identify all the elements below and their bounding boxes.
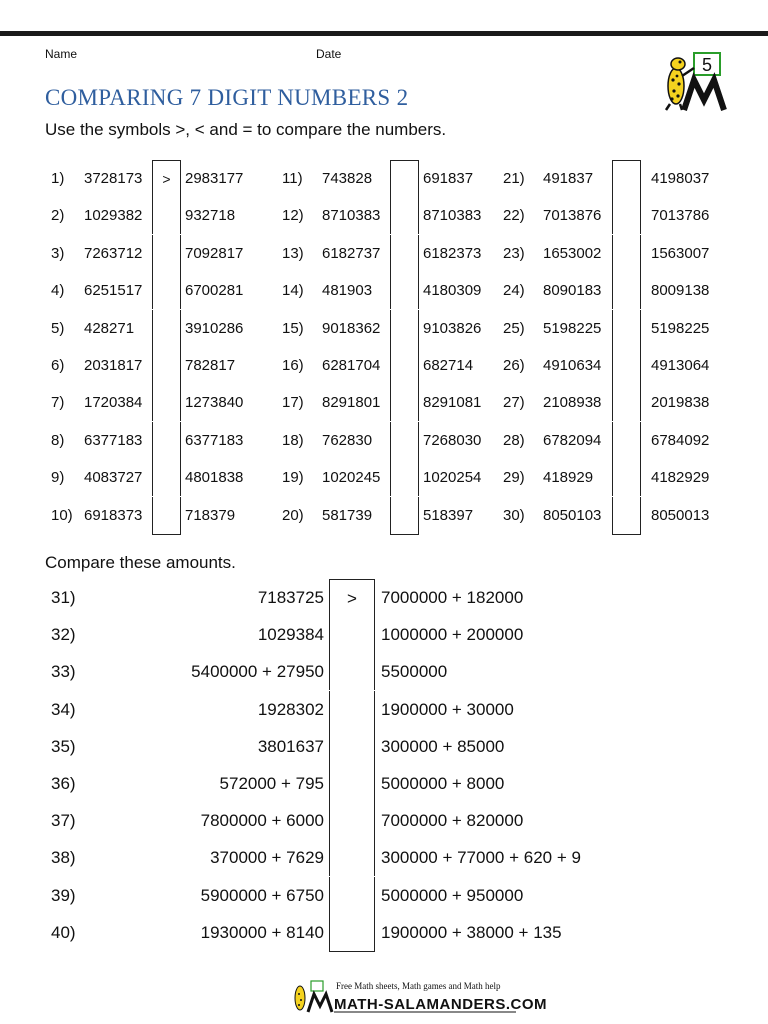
answer-box[interactable]: [329, 765, 375, 802]
comparison-row: [0, 310, 768, 347]
question-number: 7): [51, 394, 65, 412]
left-number: 743828: [322, 170, 373, 187]
salamander-logo: [660, 50, 736, 117]
question-number: 4): [51, 282, 65, 300]
left-number: 581739: [322, 506, 373, 524]
left-amount: 1029384: [257, 625, 324, 645]
left-number: 8050103: [543, 506, 602, 524]
right-amount: 1900000 + 30000: [381, 699, 514, 719]
amount-row: [0, 765, 768, 802]
right-number: 718379: [185, 506, 236, 524]
right-number: 6700281: [185, 282, 244, 300]
right-number: 782817: [185, 357, 236, 374]
left-number: 7013876: [543, 207, 602, 225]
right-number: 3910286: [185, 319, 244, 337]
left-amount: 3801637: [257, 736, 324, 756]
left-number: 4083727: [84, 469, 143, 487]
comparison-grid: [0, 160, 768, 540]
left-number: 6918373: [84, 506, 143, 524]
right-number: 518397: [423, 506, 474, 524]
question-number: 29): [503, 469, 525, 487]
right-amount: 1000000 + 200000: [381, 625, 524, 645]
question-number: 33): [51, 662, 76, 682]
left-amount: 7183725: [257, 588, 324, 607]
question-number: 6): [51, 357, 65, 374]
right-number: 8050013: [651, 506, 710, 524]
right-number: 2019838: [651, 394, 710, 412]
question-number: 31): [51, 588, 76, 607]
footer-logo: [290, 978, 548, 1019]
answer-box[interactable]: >: [329, 579, 375, 617]
amount-row: [0, 579, 768, 616]
comparison-row: [0, 497, 768, 534]
left-number: 428271: [84, 319, 135, 337]
question-number: 25): [503, 319, 525, 337]
question-number: 23): [503, 244, 525, 262]
question-number: 27): [503, 394, 525, 412]
left-number: 1720384: [84, 394, 143, 412]
question-number: 17): [282, 394, 304, 412]
question-number: 9): [51, 469, 65, 487]
answer-box[interactable]: [612, 347, 641, 384]
right-amount: 5000000 + 8000: [381, 774, 505, 793]
answer-box[interactable]: [612, 310, 641, 347]
date-label: Date: [316, 47, 342, 61]
top-rule: [0, 31, 768, 36]
right-amount: 5000000 + 950000: [381, 885, 524, 905]
instructions: Use the symbols >, < and = to compare the numbers.: [45, 120, 447, 139]
question-number: 1): [51, 170, 65, 187]
question-number: 34): [51, 699, 76, 719]
question-number: 3): [51, 244, 65, 262]
right-number: 7268030: [423, 431, 482, 449]
answer-box[interactable]: [612, 497, 641, 535]
left-number: 1029382: [84, 207, 143, 225]
answer-box[interactable]: [329, 802, 375, 839]
comparison-row: [0, 347, 768, 384]
question-number: 21): [503, 170, 525, 187]
right-number: 7013786: [651, 207, 710, 225]
left-number: 1020245: [322, 469, 381, 487]
question-number: 18): [282, 431, 304, 449]
right-number: 6182373: [423, 244, 482, 262]
answer-box[interactable]: [329, 653, 375, 690]
left-amount: 5900000 + 6750: [200, 885, 324, 905]
right-number: 6784092: [651, 431, 710, 449]
answer-box[interactable]: [612, 384, 641, 421]
left-number: 481903: [322, 282, 373, 300]
footer-site: MATH-SALAMANDERS.COM: [334, 996, 548, 1013]
right-number: 5198225: [651, 319, 710, 337]
right-amount: 300000 + 77000 + 620 + 9: [381, 848, 581, 868]
question-number: 8): [51, 431, 65, 449]
left-number: 8090183: [543, 282, 602, 300]
left-number: 418929: [543, 469, 594, 487]
left-amount: 1930000 + 8140: [200, 922, 324, 942]
right-number: 9103826: [423, 319, 482, 337]
right-number: 1020254: [423, 469, 482, 487]
left-amount: 5400000 + 27950: [191, 662, 324, 682]
left-number: 4910634: [543, 357, 602, 374]
left-number: 5198225: [543, 319, 602, 337]
question-number: 19): [282, 469, 304, 487]
right-number: 691837: [423, 170, 474, 187]
left-number: 6377183: [84, 431, 143, 449]
left-number: 7263712: [84, 244, 143, 262]
answer-box[interactable]: [612, 422, 641, 459]
left-number: 8291801: [322, 394, 381, 412]
comparison-row: [0, 272, 768, 309]
question-number: 40): [51, 922, 76, 942]
left-number: 6251517: [84, 282, 143, 300]
right-number: 7092817: [185, 244, 244, 262]
right-number: 932718: [185, 207, 236, 225]
amount-row: [0, 839, 768, 876]
answer-box[interactable]: [612, 235, 641, 272]
right-number: 8291081: [423, 394, 482, 412]
comparison-row: [0, 422, 768, 459]
right-amount: 300000 + 85000: [381, 736, 505, 756]
answer-box[interactable]: [612, 459, 641, 496]
question-number: 15): [282, 319, 304, 337]
left-number: 8710383: [322, 207, 381, 225]
question-number: 30): [503, 506, 525, 524]
left-number: 2031817: [84, 357, 143, 374]
right-number: 4198037: [651, 170, 710, 187]
question-number: 36): [51, 774, 76, 793]
left-number: 2108938: [543, 394, 602, 412]
left-number: 3728173: [84, 170, 143, 187]
right-number: 8009138: [651, 282, 710, 300]
right-number: 682714: [423, 357, 474, 374]
question-number: 38): [51, 848, 76, 868]
right-number: 4182929: [651, 469, 710, 487]
amounts-table: [0, 579, 768, 954]
left-number: 6281704: [322, 357, 381, 374]
comparison-row: [0, 235, 768, 272]
right-number: 6377183: [185, 431, 244, 449]
footer-tagline: Free Math sheets, Math games and Math help: [336, 981, 501, 991]
part2-heading: Compare these amounts.: [45, 553, 236, 572]
left-amount: 7800000 + 6000: [200, 811, 324, 831]
question-number: 28): [503, 431, 525, 449]
answer-box[interactable]: [329, 877, 375, 914]
amount-row: [0, 728, 768, 765]
question-number: 2): [51, 207, 65, 225]
left-number: 6182737: [322, 244, 381, 262]
question-number: 12): [282, 207, 304, 225]
question-number: 35): [51, 736, 76, 756]
footer-salamander-icon: [295, 981, 332, 1012]
left-amount: 370000 + 7629: [210, 848, 324, 868]
answer-box[interactable]: [612, 272, 641, 309]
answer-box[interactable]: [329, 914, 375, 952]
question-number: 10): [51, 506, 73, 524]
question-number: 13): [282, 244, 304, 262]
answer-box[interactable]: [329, 616, 375, 653]
right-number: 2983177: [185, 170, 244, 187]
answer-box[interactable]: [329, 839, 375, 876]
left-number: 1653002: [543, 244, 602, 262]
right-number: 8710383: [423, 207, 482, 225]
comparison-row: [0, 384, 768, 421]
left-number: 491837: [543, 170, 594, 187]
amount-row: [0, 691, 768, 728]
answer-box[interactable]: [329, 728, 375, 765]
comparison-row: [0, 160, 768, 197]
amount-row: [0, 802, 768, 839]
right-number: 1273840: [185, 394, 244, 412]
comparison-row: [0, 459, 768, 496]
name-label: Name: [45, 47, 78, 61]
right-number: 4180309: [423, 282, 482, 300]
question-number: 16): [282, 357, 304, 374]
question-number: 32): [51, 625, 76, 645]
right-amount: 1900000 + 38000 + 135: [381, 922, 562, 942]
question-number: 5): [51, 319, 65, 337]
question-number: 26): [503, 357, 525, 374]
question-number: 37): [51, 811, 76, 831]
right-number: 4913064: [651, 357, 710, 374]
comparison-row: [0, 197, 768, 234]
question-number: 24): [503, 282, 525, 300]
left-number: 9018362: [322, 319, 381, 337]
worksheet-title: COMPARING 7 DIGIT NUMBERS 2: [45, 85, 409, 110]
right-number: 1563007: [651, 244, 710, 262]
right-amount: 7000000 + 182000: [381, 588, 524, 607]
answer-box[interactable]: [329, 691, 375, 728]
question-number: 20): [282, 506, 304, 524]
left-number: 6782094: [543, 431, 602, 449]
amount-row: [0, 653, 768, 690]
answer-box[interactable]: [612, 160, 641, 198]
answer-box[interactable]: [612, 197, 641, 234]
question-number: 22): [503, 207, 525, 225]
amount-row: [0, 616, 768, 653]
left-amount: 572000 + 795: [219, 774, 324, 793]
answer-box[interactable]: >: [152, 160, 181, 198]
question-number: 14): [282, 282, 304, 300]
question-number: 11): [282, 170, 303, 187]
question-number: 39): [51, 885, 76, 905]
logo-badge-text: 5: [701, 55, 713, 75]
right-amount: 5500000: [381, 662, 448, 682]
right-amount: 7000000 + 820000: [381, 811, 524, 831]
amount-row: [0, 914, 768, 951]
amount-row: [0, 877, 768, 914]
left-amount: 1928302: [257, 699, 324, 719]
left-number: 762830: [322, 431, 373, 449]
right-number: 4801838: [185, 469, 244, 487]
